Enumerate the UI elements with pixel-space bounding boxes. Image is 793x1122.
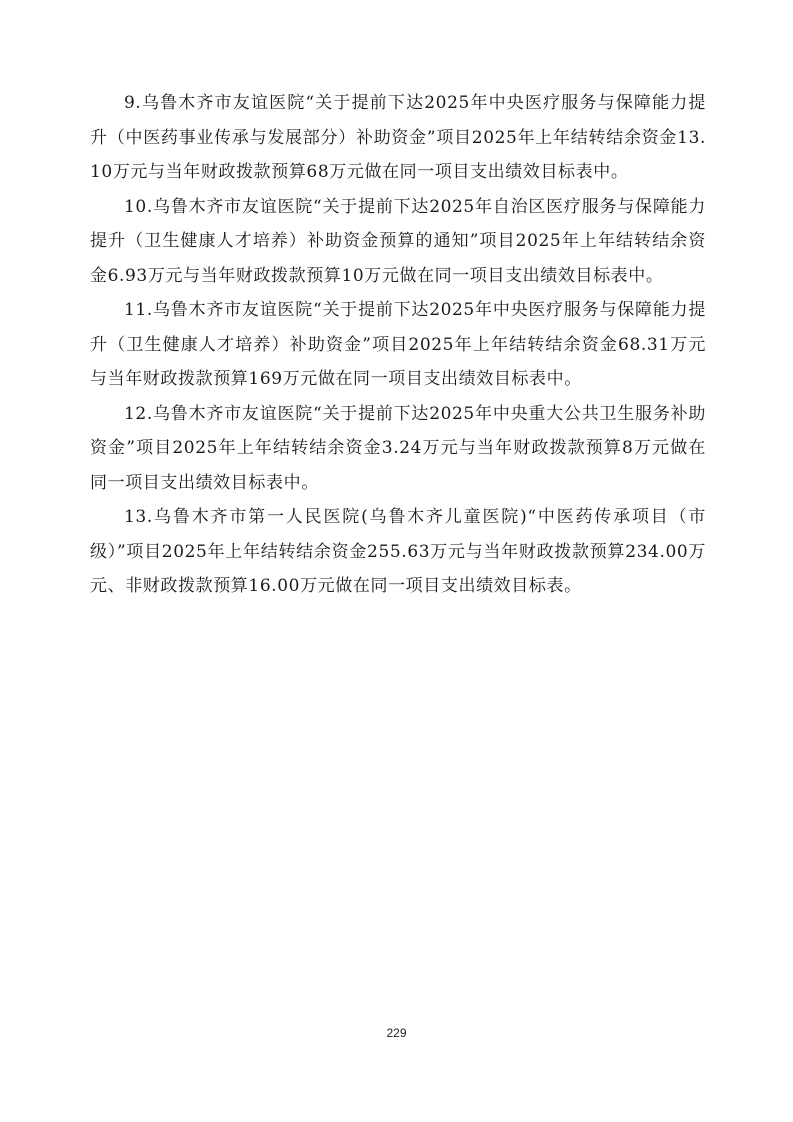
paragraph-item-12: 12.乌鲁木齐市友谊医院“关于提前下达2025年中央重大公共卫生服务补助资金”项目2025年上年结转结余资金3.24万元与当年财政拨款预算8万元做在同一项目支出绩效目标表中。	[90, 403, 706, 493]
page-number: 229	[386, 1026, 407, 1040]
document-body	[90, 86, 706, 604]
paragraph-item-11: 11.乌鲁木齐市友谊医院“关于提前下达2025年中央医疗服务与保障能力提升（卫生健康人才培养）补助资金”项目2025年上年结转结余资金68.31万元与当年财政拨款预算169万元做在同一项目支出绩效目标表中。	[90, 300, 706, 389]
paragraph-item-10: 10.乌鲁木齐市友谊医院“关于提前下达2025年自治区医疗服务与保障能力提升（卫生健康人才培养）补助资金预算的通知”项目2025年上年结转结余资金6.93万元与当年财政拨款预算10万元做在同一项目支出绩效目标表中。	[90, 196, 706, 286]
paragraph-item-9: 9.乌鲁木齐市友谊医院“关于提前下达2025年中央医疗服务与保障能力提升（中医药事业传承与发展部分）补助资金”项目2025年上年结转结余资金13.10万元与当年财政拨款预算68万元做在同一项目支出绩效目标表中。	[90, 93, 706, 182]
paragraph-item-13: 13.乌鲁木齐市第一人民医院(乌鲁木齐儿童医院)“中医药传承项目（市级）”项目2025年上年结转结余资金255.63万元与当年财政拨款预算234.00万元、非财政拨款预算16.00万元做在同一项目支出绩效目标表。	[90, 507, 706, 596]
